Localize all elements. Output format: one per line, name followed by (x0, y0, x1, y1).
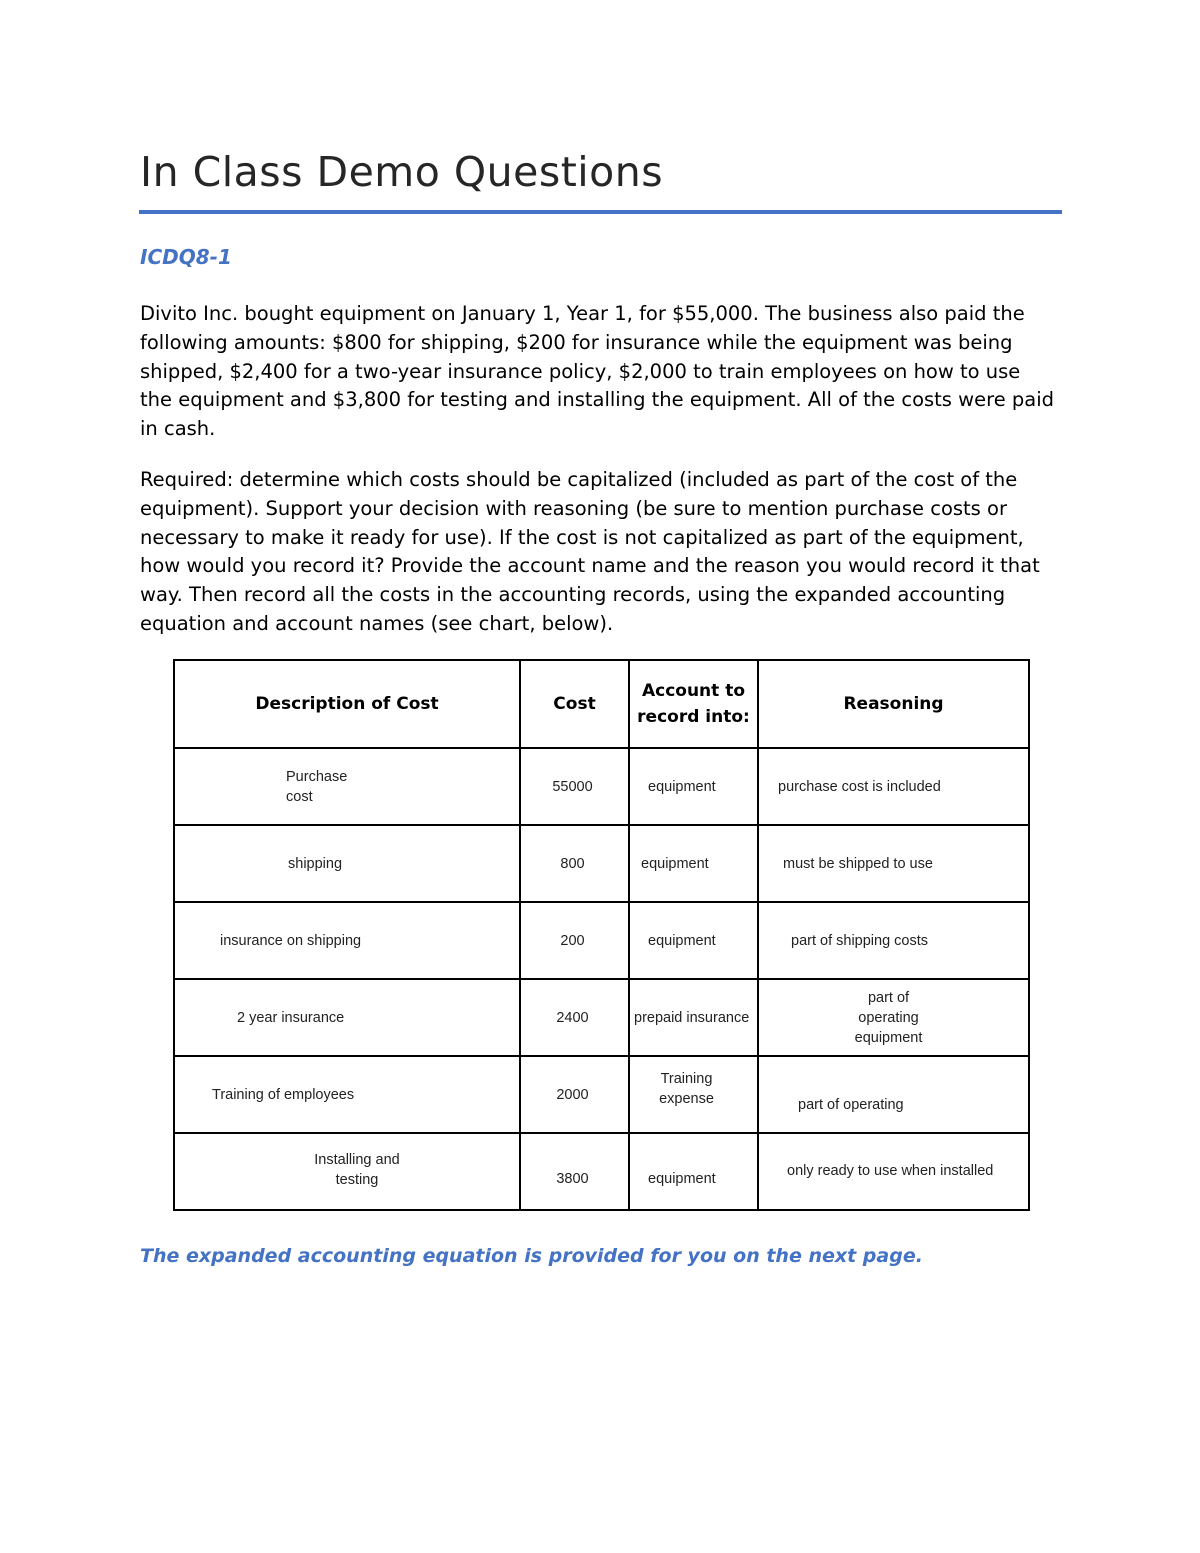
table-row (174, 825, 1029, 902)
header-description: Description of Cost (174, 660, 520, 748)
cell-description: shipping (174, 825, 520, 902)
cell-cost: 200 (520, 902, 629, 979)
header-account: Account to record into: (629, 660, 758, 748)
problem-paragraph: Divito Inc. bought equipment on January 1, Year 1, for $55,000. The business also paid the following amounts: $800 for shipping, $200 for insurance while the equipment was being shipped, $2,400 for a two-year insurance policy, $2,000 to train employees on how to use the equipment and $3,800 for testing and installing the equipment. All of the costs were paid in cash. (140, 302, 1055, 441)
cell-reasoning: part of operating (758, 1056, 1029, 1133)
cell-account: equipment (629, 902, 758, 979)
footer-note: The expanded accounting equation is provided for you on the next page. (140, 1245, 923, 1267)
required-paragraph: Required: determine which costs should be capitalized (included as part of the cost of the equipment). Support your decision with reasoning (be sure to mention purchase costs or necessary to make it ready for use). If the cost is not capitalized as part of the equipment, how would you record it? Provide the account name and the reason you would record it that way. Then record all the costs in the accounting records, using the expanded accounting equation and account names (see chart, below). (140, 468, 1040, 635)
cost-table (173, 659, 1030, 1211)
cell-cost: 3800 (520, 1133, 629, 1210)
cell-cost: 2400 (520, 979, 629, 1056)
cell-account: equipment (629, 748, 758, 825)
header-reasoning: Reasoning (758, 660, 1029, 748)
table-row (174, 748, 1029, 825)
table-header-row (174, 660, 1029, 748)
cell-description: Training of employees (174, 1056, 520, 1133)
cell-account: prepaid insurance (629, 979, 758, 1056)
cell-reasoning: only ready to use when installed (758, 1133, 1029, 1210)
cell-reasoning: must be shipped to use (758, 825, 1029, 902)
cell-description: Purchase cost (174, 748, 520, 825)
question-id: ICDQ8-1 (140, 245, 232, 269)
cell-cost: 800 (520, 825, 629, 902)
header-cost: Cost (520, 660, 629, 748)
cell-description: insurance on shipping (174, 902, 520, 979)
cell-account: Training expense (629, 1056, 758, 1133)
cell-description: 2 year insurance (174, 979, 520, 1056)
page-title: In Class Demo Questions (140, 148, 664, 196)
cell-reasoning: part of shipping costs (758, 902, 1029, 979)
table-row (174, 1133, 1029, 1210)
cell-description: Installing and testing (174, 1133, 520, 1210)
table-row (174, 1056, 1029, 1133)
table-row (174, 902, 1029, 979)
cell-cost: 2000 (520, 1056, 629, 1133)
cell-cost: 55000 (520, 748, 629, 825)
cell-account: equipment (629, 825, 758, 902)
table-row (174, 979, 1029, 1056)
title-underline (139, 210, 1062, 214)
cell-reasoning: part of operating equipment (758, 979, 1029, 1056)
cell-account: equipment (629, 1133, 758, 1210)
cell-reasoning: purchase cost is included (758, 748, 1029, 825)
